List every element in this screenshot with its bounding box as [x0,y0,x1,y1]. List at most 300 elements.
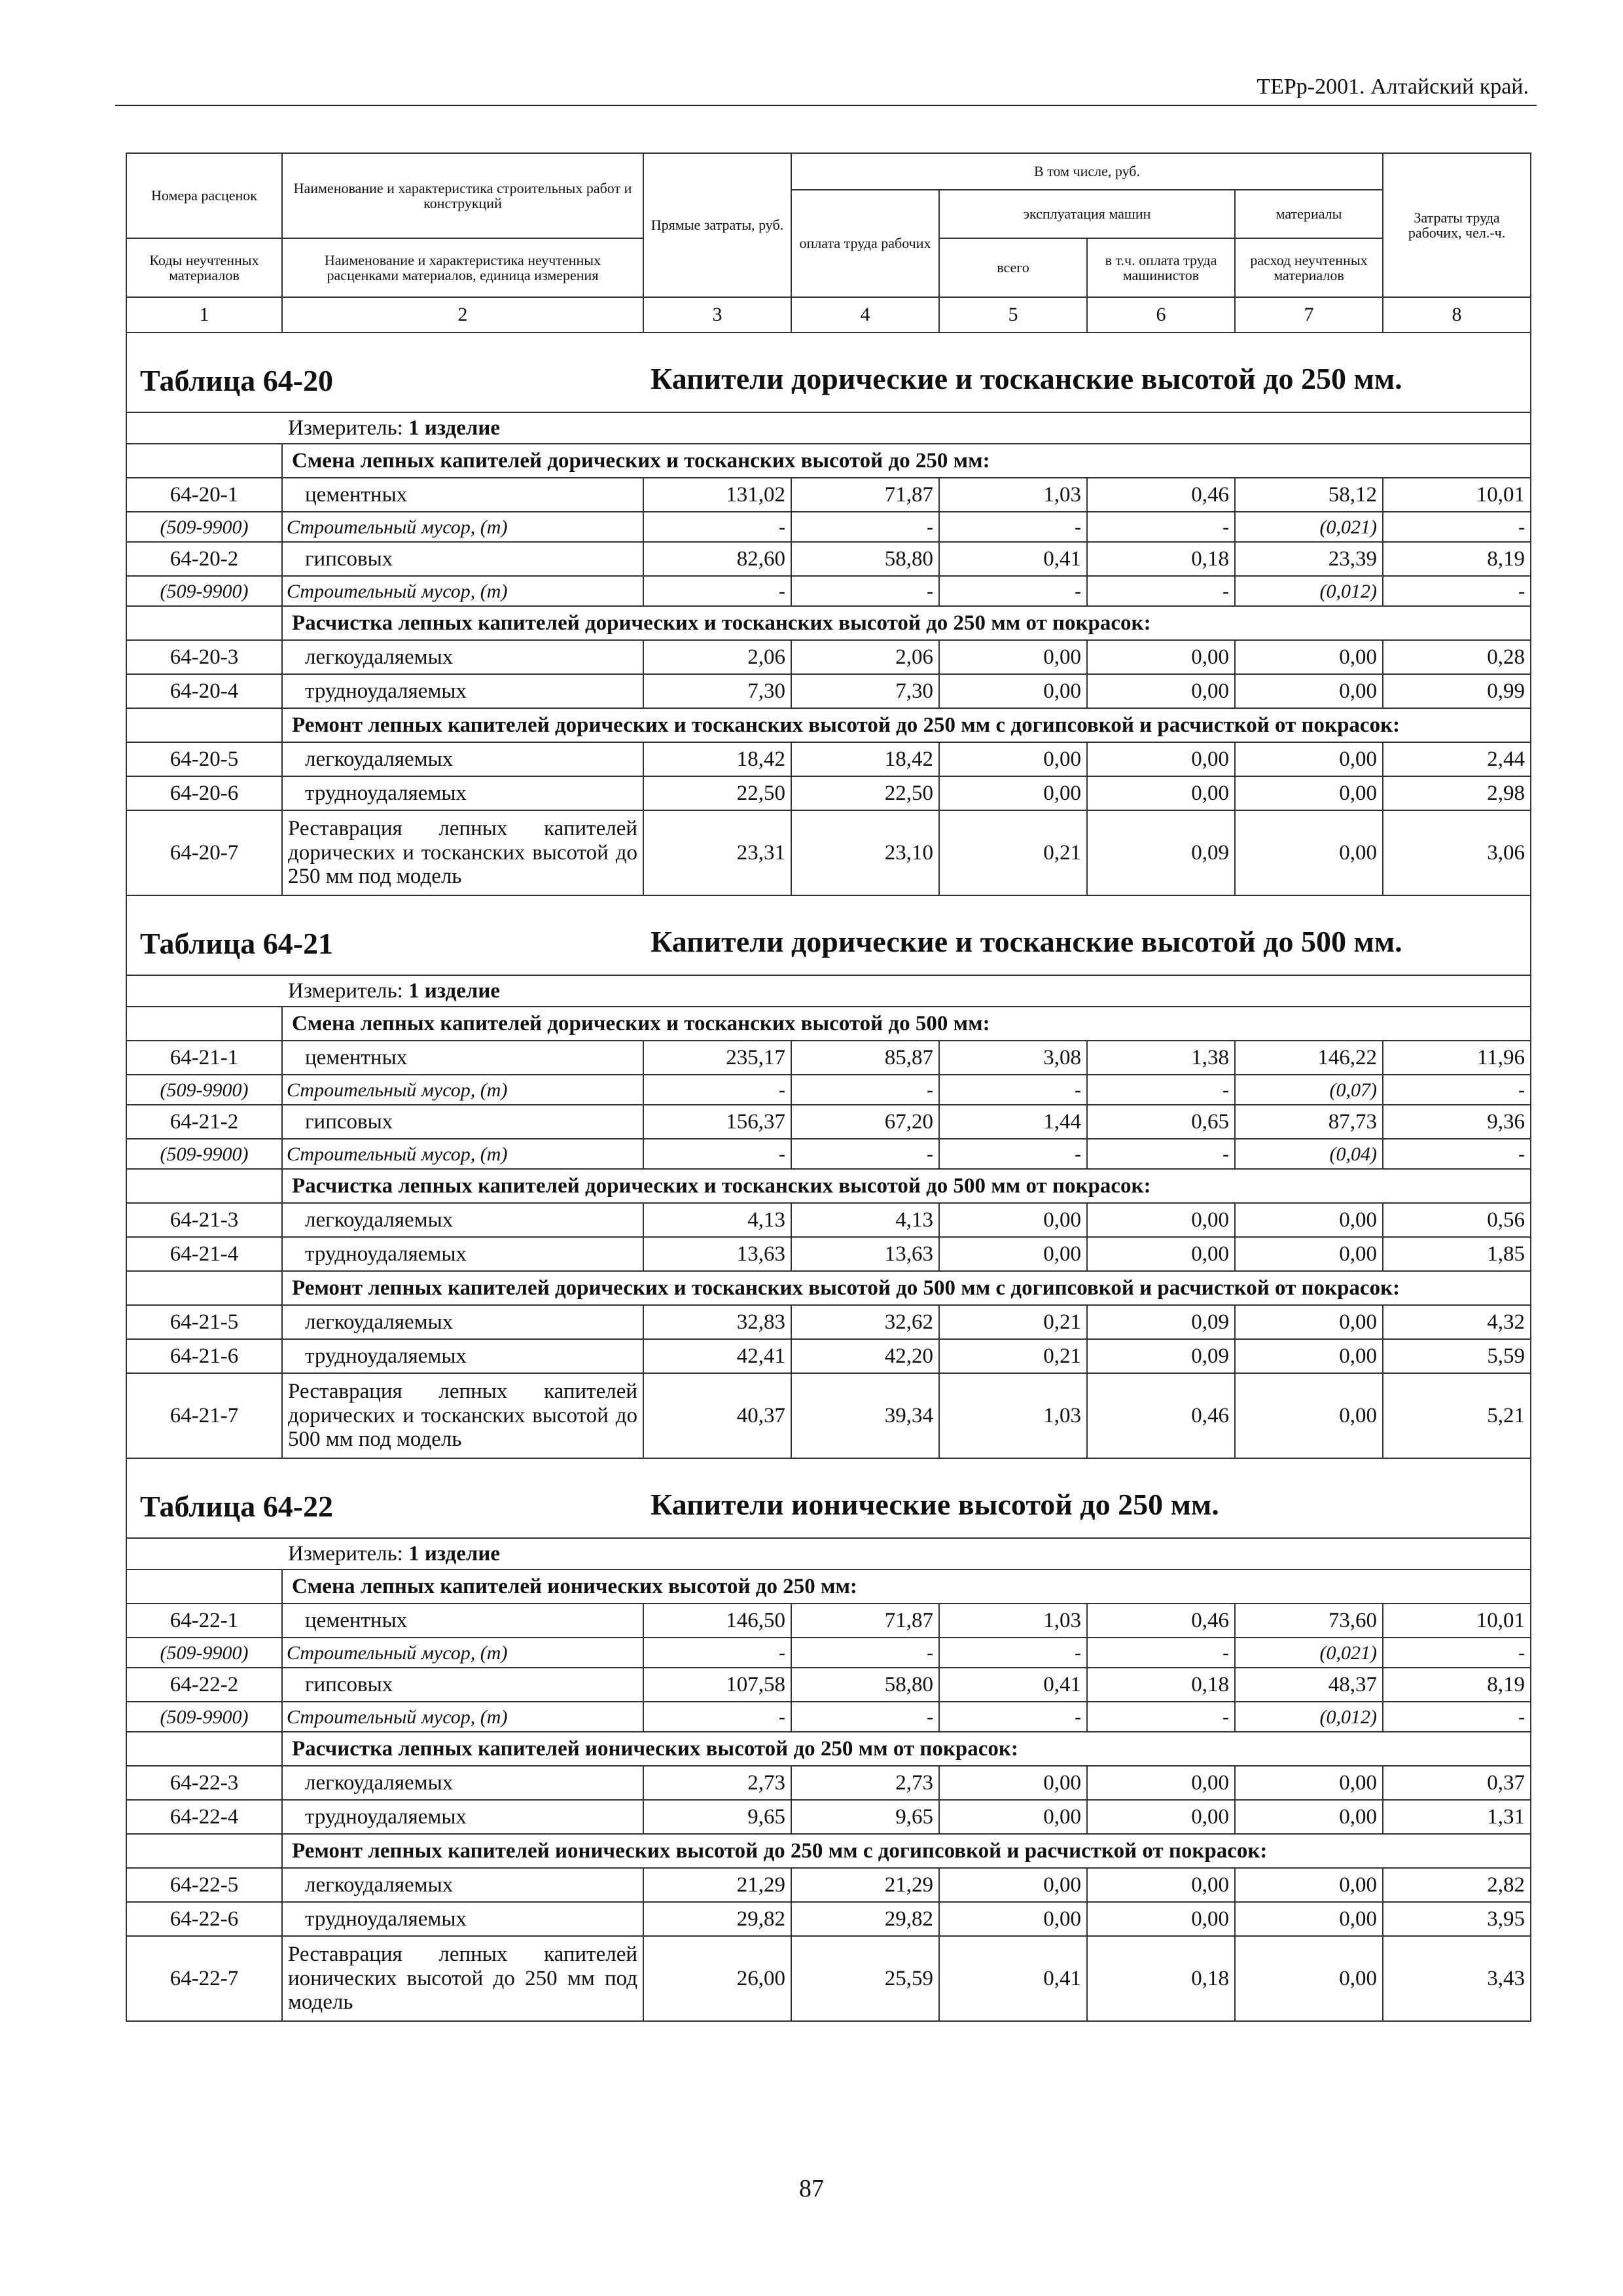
material-name: Строительный мусор, (т) [282,512,643,542]
value-cell: 39,34 [791,1373,939,1458]
table-row [126,478,1531,512]
material-value: - [1087,1638,1235,1668]
measure-row [126,975,1531,1007]
section-heading: Смена лепных капителей ионических высотой до 250 мм: [282,1570,1531,1604]
value-cell: 0,00 [939,640,1087,674]
value-cell: 1,03 [939,1373,1087,1458]
rate-code: 64-21-5 [126,1305,282,1339]
table-title-cell [126,332,1531,412]
table-number: Таблица 64-21 [140,927,334,960]
value-cell: 0,00 [939,1868,1087,1902]
table-row [126,1800,1531,1834]
rate-code: 64-20-3 [126,640,282,674]
material-value: - [939,512,1087,542]
value-cell: 73,60 [1235,1604,1383,1638]
rate-code: 64-20-6 [126,776,282,810]
material-row [126,576,1531,606]
value-cell: 2,06 [643,640,791,674]
rate-name: легкоудаляемых [282,1203,643,1237]
value-cell: 0,00 [1235,776,1383,810]
value-cell: 0,00 [1235,1766,1383,1800]
section-heading: Расчистка лепных капителей дорических и тосканских высотой до 500 мм от покрасок: [282,1169,1531,1203]
rate-code: 64-20-1 [126,478,282,512]
material-value: - [1383,1702,1531,1732]
rates-table [126,152,1531,2022]
value-cell: 29,82 [791,1902,939,1936]
rate-code: 64-22-2 [126,1668,282,1702]
value-cell: 0,00 [1235,1902,1383,1936]
value-cell: 23,10 [791,810,939,895]
section-heading-row [126,1169,1531,1203]
rate-code: 64-21-2 [126,1105,282,1139]
material-value: - [1087,1139,1235,1169]
value-cell: 0,00 [939,674,1087,708]
section-blank-cell [126,1732,282,1766]
col-header-rate-numbers: Номера расценок [126,153,282,238]
material-name: Строительный мусор, (т) [282,1702,643,1732]
value-cell: 2,73 [791,1766,939,1800]
value-cell: 0,18 [1087,542,1235,576]
value-cell: 0,00 [939,1902,1087,1936]
col-header-worker-pay: оплата труда рабочих [791,190,939,297]
rate-code: 64-21-6 [126,1339,282,1373]
value-cell: 82,60 [643,542,791,576]
material-value: - [1087,1702,1235,1732]
rate-name: легкоудаляемых [282,1766,643,1800]
value-cell: 156,37 [643,1105,791,1139]
value-cell: 0,00 [1087,1237,1235,1271]
rate-code: 64-22-6 [126,1902,282,1936]
section-heading: Расчистка лепных капителей ионических высотой до 250 мм от покрасок: [282,1732,1531,1766]
section-heading-row [126,606,1531,640]
value-cell: 235,17 [643,1041,791,1075]
value-cell: 23,39 [1235,542,1383,576]
col-header-materials: материалы [1235,190,1383,238]
value-cell: 107,58 [643,1668,791,1702]
value-cell: 0,00 [1087,1766,1235,1800]
section-heading-row [126,1271,1531,1305]
value-cell: 1,31 [1383,1800,1531,1834]
col-header-group-including: В том числе, руб. [791,153,1383,190]
rate-name: гипсовых [282,1668,643,1702]
value-cell: 0,21 [939,1339,1087,1373]
value-cell: 26,00 [643,1936,791,2021]
material-value: - [1383,1638,1531,1668]
value-cell: 4,32 [1383,1305,1531,1339]
value-cell: 0,00 [1235,1373,1383,1458]
value-cell: 22,50 [791,776,939,810]
table-row [126,742,1531,776]
value-cell: 40,37 [643,1373,791,1458]
table-name: Капители ионические высотой до 250 мм. [651,1488,1219,1521]
value-cell: 0,46 [1087,1604,1235,1638]
value-cell: 131,02 [643,478,791,512]
section-blank-cell [126,1169,282,1203]
material-value: - [643,1139,791,1169]
rate-name: легкоудаляемых [282,640,643,674]
table-title-cell [126,895,1531,975]
table-number: Таблица 64-22 [140,1490,334,1523]
material-value: - [1383,1075,1531,1105]
value-cell: 0,18 [1087,1936,1235,2021]
material-value: (0,012) [1235,576,1383,606]
col-number: 3 [643,297,791,332]
value-cell: 58,80 [791,542,939,576]
rate-name: легкоудаляемых [282,742,643,776]
col-header-machines-total: всего [939,238,1087,297]
value-cell: 0,00 [1235,1800,1383,1834]
table-title-row [126,1458,1531,1538]
material-code: (509-9900) [126,1075,282,1105]
section-heading: Ремонт лепных капителей дорических и тосканских высотой до 500 мм с догипсовкой и расчисткой от покрасок: [282,1271,1531,1305]
table-title-box [127,333,1530,412]
value-cell: 0,56 [1383,1203,1531,1237]
col-number: 4 [791,297,939,332]
material-value: (0,021) [1235,512,1383,542]
value-cell: 0,00 [1235,742,1383,776]
value-cell: 0,09 [1087,810,1235,895]
rate-code: 64-22-1 [126,1604,282,1638]
table-row [126,1305,1531,1339]
section-heading-row [126,1834,1531,1868]
value-cell: 71,87 [791,1604,939,1638]
value-cell: 0,00 [939,1237,1087,1271]
value-cell: 0,00 [939,776,1087,810]
col-header-machinist-pay: в т.ч. оплата труда машинистов [1087,238,1235,297]
col-number: 6 [1087,297,1235,332]
value-cell: 0,00 [1235,1339,1383,1373]
value-cell: 0,00 [1235,1868,1383,1902]
material-value: - [791,1139,939,1169]
value-cell: 21,29 [791,1868,939,1902]
value-cell: 0,41 [939,1668,1087,1702]
value-cell: 0,00 [1087,674,1235,708]
material-value: - [939,576,1087,606]
section-blank-cell [126,606,282,640]
rate-name: трудноудаляемых [282,674,643,708]
material-code: (509-9900) [126,1702,282,1732]
value-cell: 0,99 [1383,674,1531,708]
value-cell: 0,00 [1235,674,1383,708]
rate-code: 64-21-1 [126,1041,282,1075]
rate-name: цементных [282,478,643,512]
material-value: - [643,1075,791,1105]
value-cell: 10,01 [1383,478,1531,512]
restoration-row [126,810,1531,895]
rate-name: Реставрация лепных капителей дорических и тосканских высотой до 500 мм под модель [282,1373,643,1458]
material-value: (0,012) [1235,1702,1383,1732]
section-heading-row [126,708,1531,742]
section-blank-cell [126,1007,282,1041]
measure-label: Измеритель: [288,416,409,440]
table-row [126,542,1531,576]
table-row [126,640,1531,674]
material-row [126,1702,1531,1732]
material-value: - [1383,512,1531,542]
value-cell: 5,59 [1383,1339,1531,1373]
section-heading-row [126,1732,1531,1766]
col-header-work-name: Наименование и характеристика строительных работ и конструкций [282,153,643,238]
value-cell: 18,42 [791,742,939,776]
material-value: - [939,1702,1087,1732]
rate-name: легкоудаляемых [282,1305,643,1339]
measure-cell [126,412,1531,444]
value-cell: 9,65 [643,1800,791,1834]
value-cell: 0,18 [1087,1668,1235,1702]
material-value: - [791,1702,939,1732]
value-cell: 13,63 [643,1237,791,1271]
value-cell: 0,00 [1087,640,1235,674]
value-cell: 9,65 [791,1800,939,1834]
measure-value: 1 изделие [408,416,501,440]
col-header-material-usage: расход неучтенных материалов [1235,238,1383,297]
table-row [126,1105,1531,1139]
table-title-box [127,896,1530,975]
value-cell: 0,28 [1383,640,1531,674]
value-cell: 0,09 [1087,1339,1235,1373]
table-title-cell [126,1458,1531,1538]
material-name: Строительный мусор, (т) [282,1139,643,1169]
rate-name: гипсовых [282,542,643,576]
value-cell: 42,41 [643,1339,791,1373]
value-cell: 85,87 [791,1041,939,1075]
rate-name: трудноудаляемых [282,1237,643,1271]
material-value: - [643,512,791,542]
material-value: - [1383,1139,1531,1169]
value-cell: 0,00 [1235,1203,1383,1237]
rate-code: 64-20-4 [126,674,282,708]
value-cell: 0,00 [1235,640,1383,674]
value-cell: 2,06 [791,640,939,674]
rate-name: трудноудаляемых [282,1339,643,1373]
rate-name: легкоудаляемых [282,1868,643,1902]
rate-name: Реставрация лепных капителей ионических высотой до 250 мм под модель [282,1936,643,2021]
material-value: - [643,1638,791,1668]
value-cell: 3,95 [1383,1902,1531,1936]
value-cell: 0,21 [939,810,1087,895]
value-cell: 0,00 [1087,1868,1235,1902]
value-cell: 2,73 [643,1766,791,1800]
col-header-material-names: Наименование и характеристика неучтенных расценками материалов, единица измерения [282,238,643,297]
value-cell: 0,00 [1087,1203,1235,1237]
col-header-direct-costs: Прямые затраты, руб. [643,153,791,297]
material-value: - [791,576,939,606]
value-cell: 0,00 [1235,1305,1383,1339]
material-code: (509-9900) [126,512,282,542]
material-value: - [791,512,939,542]
value-cell: 48,37 [1235,1668,1383,1702]
table-row [126,1668,1531,1702]
value-cell: 29,82 [643,1902,791,1936]
value-cell: 1,44 [939,1105,1087,1139]
value-cell: 0,37 [1383,1766,1531,1800]
value-cell: 7,30 [791,674,939,708]
col-header-material-codes: Коды неучтенных материалов [126,238,282,297]
value-cell: 2,82 [1383,1868,1531,1902]
section-blank-cell [126,444,282,478]
running-header-title: ТЕРр-2001. Алтайский край. [1257,75,1529,99]
value-cell: 0,00 [939,742,1087,776]
value-cell: 0,00 [1235,1936,1383,2021]
material-value: (0,04) [1235,1139,1383,1169]
material-name: Строительный мусор, (т) [282,576,643,606]
col-number: 7 [1235,297,1383,332]
value-cell: 0,00 [1087,742,1235,776]
material-value: - [791,1638,939,1668]
value-cell: 0,21 [939,1305,1087,1339]
rate-name: трудноудаляемых [282,1902,643,1936]
rate-code: 64-22-3 [126,1766,282,1800]
material-value: - [939,1139,1087,1169]
material-row [126,512,1531,542]
value-cell: 1,38 [1087,1041,1235,1075]
value-cell: 0,00 [1235,1237,1383,1271]
value-cell: 3,06 [1383,810,1531,895]
value-cell: 0,00 [1235,810,1383,895]
material-code: (509-9900) [126,1139,282,1169]
material-value: - [643,1702,791,1732]
rate-code: 64-21-7 [126,1373,282,1458]
value-cell: 58,12 [1235,478,1383,512]
table-header [126,153,1531,332]
value-cell: 4,13 [791,1203,939,1237]
section-heading: Смена лепных капителей дорических и тосканских высотой до 250 мм: [282,444,1531,478]
measure-cell [126,1538,1531,1570]
material-value: - [939,1638,1087,1668]
value-cell: 23,31 [643,810,791,895]
value-cell: 32,62 [791,1305,939,1339]
measure-row [126,1538,1531,1570]
rate-name: Реставрация лепных капителей дорических и тосканских высотой до 250 мм под модель [282,810,643,895]
section-heading-row [126,1007,1531,1041]
section-heading: Расчистка лепных капителей дорических и тосканских высотой до 250 мм от покрасок: [282,606,1531,640]
value-cell: 0,00 [1087,776,1235,810]
measure-label: Измеритель: [288,978,409,1003]
measure-row [126,412,1531,444]
value-cell: 25,59 [791,1936,939,2021]
measure-value: 1 изделие [408,978,501,1003]
value-cell: 0,00 [1087,1902,1235,1936]
material-value: - [1087,576,1235,606]
table-row [126,674,1531,708]
table-row [126,1203,1531,1237]
rate-name: цементных [282,1604,643,1638]
table-title-box [127,1459,1530,1537]
col-number: 5 [939,297,1087,332]
restoration-row [126,1936,1531,2021]
section-heading-row [126,1570,1531,1604]
material-name: Строительный мусор, (т) [282,1075,643,1105]
section-blank-cell [126,1570,282,1604]
table-number: Таблица 64-20 [140,364,334,397]
table-row [126,1604,1531,1638]
table-row [126,1237,1531,1271]
rate-code: 64-21-4 [126,1237,282,1271]
value-cell: 10,01 [1383,1604,1531,1638]
value-cell: 0,00 [939,1800,1087,1834]
table-title-row [126,895,1531,975]
material-value: (0,07) [1235,1075,1383,1105]
table-row [126,1041,1531,1075]
value-cell: 9,36 [1383,1105,1531,1139]
section-heading: Ремонт лепных капителей ионических высотой до 250 мм с догипсовкой и расчисткой от покрасок: [282,1834,1531,1868]
measure-cell [126,975,1531,1007]
value-cell: 0,41 [939,1936,1087,2021]
value-cell: 0,09 [1087,1305,1235,1339]
col-number: 2 [282,297,643,332]
value-cell: 71,87 [791,478,939,512]
table-row [126,776,1531,810]
col-number: 8 [1383,297,1531,332]
rate-code: 64-20-2 [126,542,282,576]
material-code: (509-9900) [126,576,282,606]
table-body [126,332,1531,2021]
value-cell: 146,50 [643,1604,791,1638]
value-cell: 1,03 [939,1604,1087,1638]
rate-name: гипсовых [282,1105,643,1139]
material-name: Строительный мусор, (т) [282,1638,643,1668]
page-number: 87 [799,2175,824,2202]
value-cell: 0,46 [1087,478,1235,512]
table-title-row [126,332,1531,412]
section-blank-cell [126,1834,282,1868]
value-cell: 0,41 [939,542,1087,576]
table-row [126,1766,1531,1800]
value-cell: 21,29 [643,1868,791,1902]
value-cell: 58,80 [791,1668,939,1702]
rate-code: 64-22-5 [126,1868,282,1902]
measure-label: Измеритель: [288,1541,409,1566]
value-cell: 0,65 [1087,1105,1235,1139]
rate-name: цементных [282,1041,643,1075]
material-value: (0,021) [1235,1638,1383,1668]
value-cell: 18,42 [643,742,791,776]
section-heading: Ремонт лепных капителей дорических и тосканских высотой до 250 мм с догипсовкой и расчисткой от покрасок: [282,708,1531,742]
value-cell: 42,20 [791,1339,939,1373]
value-cell: 0,00 [939,1766,1087,1800]
rate-name: трудноудаляемых [282,1800,643,1834]
value-cell: 32,83 [643,1305,791,1339]
col-header-machines: эксплуатация машин [939,190,1235,238]
running-header [115,73,1537,106]
material-value: - [791,1075,939,1105]
value-cell: 11,96 [1383,1041,1531,1075]
section-blank-cell [126,1271,282,1305]
table-name: Капители дорические и тосканские высотой до 250 мм. [651,362,1402,395]
material-code: (509-9900) [126,1638,282,1668]
value-cell: 3,43 [1383,1936,1531,2021]
col-number: 1 [126,297,282,332]
value-cell: 3,08 [939,1041,1087,1075]
value-cell: 7,30 [643,674,791,708]
value-cell: 8,19 [1383,542,1531,576]
rate-code: 64-21-3 [126,1203,282,1237]
material-value: - [1383,576,1531,606]
value-cell: 1,03 [939,478,1087,512]
value-cell: 0,46 [1087,1373,1235,1458]
material-value: - [643,576,791,606]
value-cell: 1,85 [1383,1237,1531,1271]
value-cell: 87,73 [1235,1105,1383,1139]
value-cell: 8,19 [1383,1668,1531,1702]
value-cell: 22,50 [643,776,791,810]
measure-value: 1 изделие [408,1541,501,1566]
rate-code: 64-22-7 [126,1936,282,2021]
value-cell: 0,00 [939,1203,1087,1237]
value-cell: 4,13 [643,1203,791,1237]
material-row [126,1638,1531,1668]
rate-code: 64-20-5 [126,742,282,776]
